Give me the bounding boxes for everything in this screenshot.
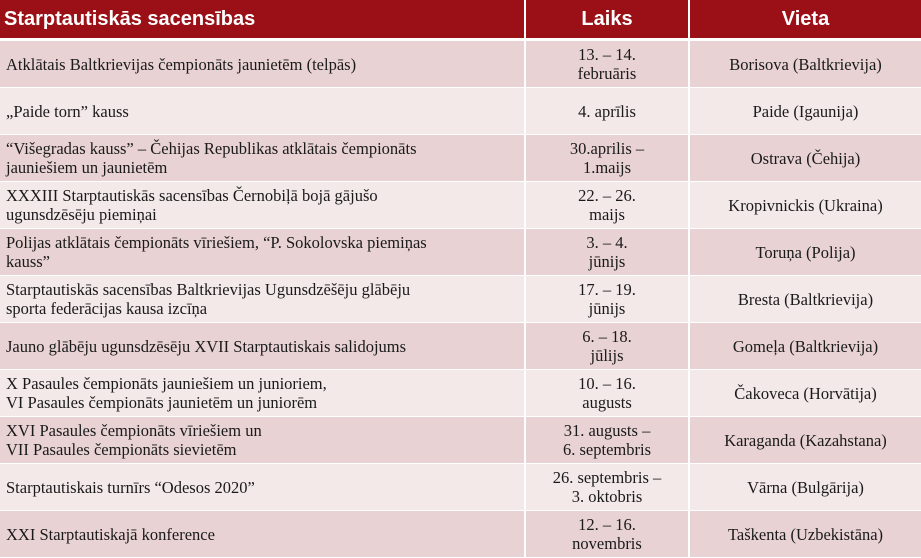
competition-name: XXI Starptautiskajā konference: [0, 511, 525, 558]
competition-place: Ostrava (Čehija): [689, 135, 921, 182]
table-row: [0, 135, 921, 182]
competition-place: Borisova (Baltkrievija): [689, 40, 921, 88]
competition-place: Vārna (Bulgārija): [689, 464, 921, 511]
table-row: [0, 511, 921, 558]
competition-place: Taškenta (Uzbekistāna): [689, 511, 921, 558]
table-row: [0, 370, 921, 417]
competition-name: “Višegradas kauss” – Čehijas Republikas atklātais čempionāts jauniešiem un jaunietēm: [0, 135, 525, 182]
competition-name: Jauno glābēju ugunsdzēsēju XVII Starptautiskais salidojums: [0, 323, 525, 370]
table-row: [0, 40, 921, 88]
competition-name: Polijas atklātais čempionāts vīriešiem, “P. Sokolovska piemiņas kauss”: [0, 229, 525, 276]
competition-name: „Paide torn” kauss: [0, 88, 525, 135]
competition-place: Čakoveca (Horvātija): [689, 370, 921, 417]
competition-place: Gomeļa (Baltkrievija): [689, 323, 921, 370]
competition-name: Starptautiskās sacensības Baltkrievijas Ugunsdzēšēju glābēju sporta federācijas kausa izcīņa: [0, 276, 525, 323]
table-row: [0, 323, 921, 370]
competition-place: Kropivnickis (Ukraina): [689, 182, 921, 229]
competition-name: X Pasaules čempionāts jauniešiem un junioriem, VI Pasaules čempionāts jaunietēm un juniorēm: [0, 370, 525, 417]
header-place: Vieta: [689, 0, 921, 40]
competition-place: Karaganda (Kazahstana): [689, 417, 921, 464]
table-row: [0, 276, 921, 323]
competition-time: 13. – 14. februāris: [525, 40, 689, 88]
competition-time: 3. – 4. jūnijs: [525, 229, 689, 276]
competition-time: 6. – 18. jūlijs: [525, 323, 689, 370]
table-row: [0, 417, 921, 464]
competition-name: XXXIII Starptautiskās sacensības Černobiļā bojā gājušo ugunsdzēsēju piemiņai: [0, 182, 525, 229]
table-row: [0, 464, 921, 511]
table-row: [0, 229, 921, 276]
competition-time: 31. augusts – 6. septembris: [525, 417, 689, 464]
competition-name: XVI Pasaules čempionāts vīriešiem un VII Pasaules čempionāts sievietēm: [0, 417, 525, 464]
header-competition: Starptautiskās sacensības: [0, 0, 525, 40]
competition-place: Paide (Igaunija): [689, 88, 921, 135]
header-row: [0, 0, 921, 40]
competition-time: 26. septembris – 3. oktobris: [525, 464, 689, 511]
competition-place: Toruņa (Polija): [689, 229, 921, 276]
competition-time: 12. – 16. novembris: [525, 511, 689, 558]
competition-name: Atklātais Baltkrievijas čempionāts jaunietēm (telpās): [0, 40, 525, 88]
table-row: [0, 88, 921, 135]
competition-time: 30.aprilis – 1.maijs: [525, 135, 689, 182]
competition-time: 22. – 26. maijs: [525, 182, 689, 229]
competition-time: 4. aprīlis: [525, 88, 689, 135]
competition-place: Bresta (Baltkrievija): [689, 276, 921, 323]
competition-time: 10. – 16. augusts: [525, 370, 689, 417]
competition-time: 17. – 19. jūnijs: [525, 276, 689, 323]
competition-name: Starptautiskais turnīrs “Odesos 2020”: [0, 464, 525, 511]
header-time: Laiks: [525, 0, 689, 40]
table-row: [0, 182, 921, 229]
